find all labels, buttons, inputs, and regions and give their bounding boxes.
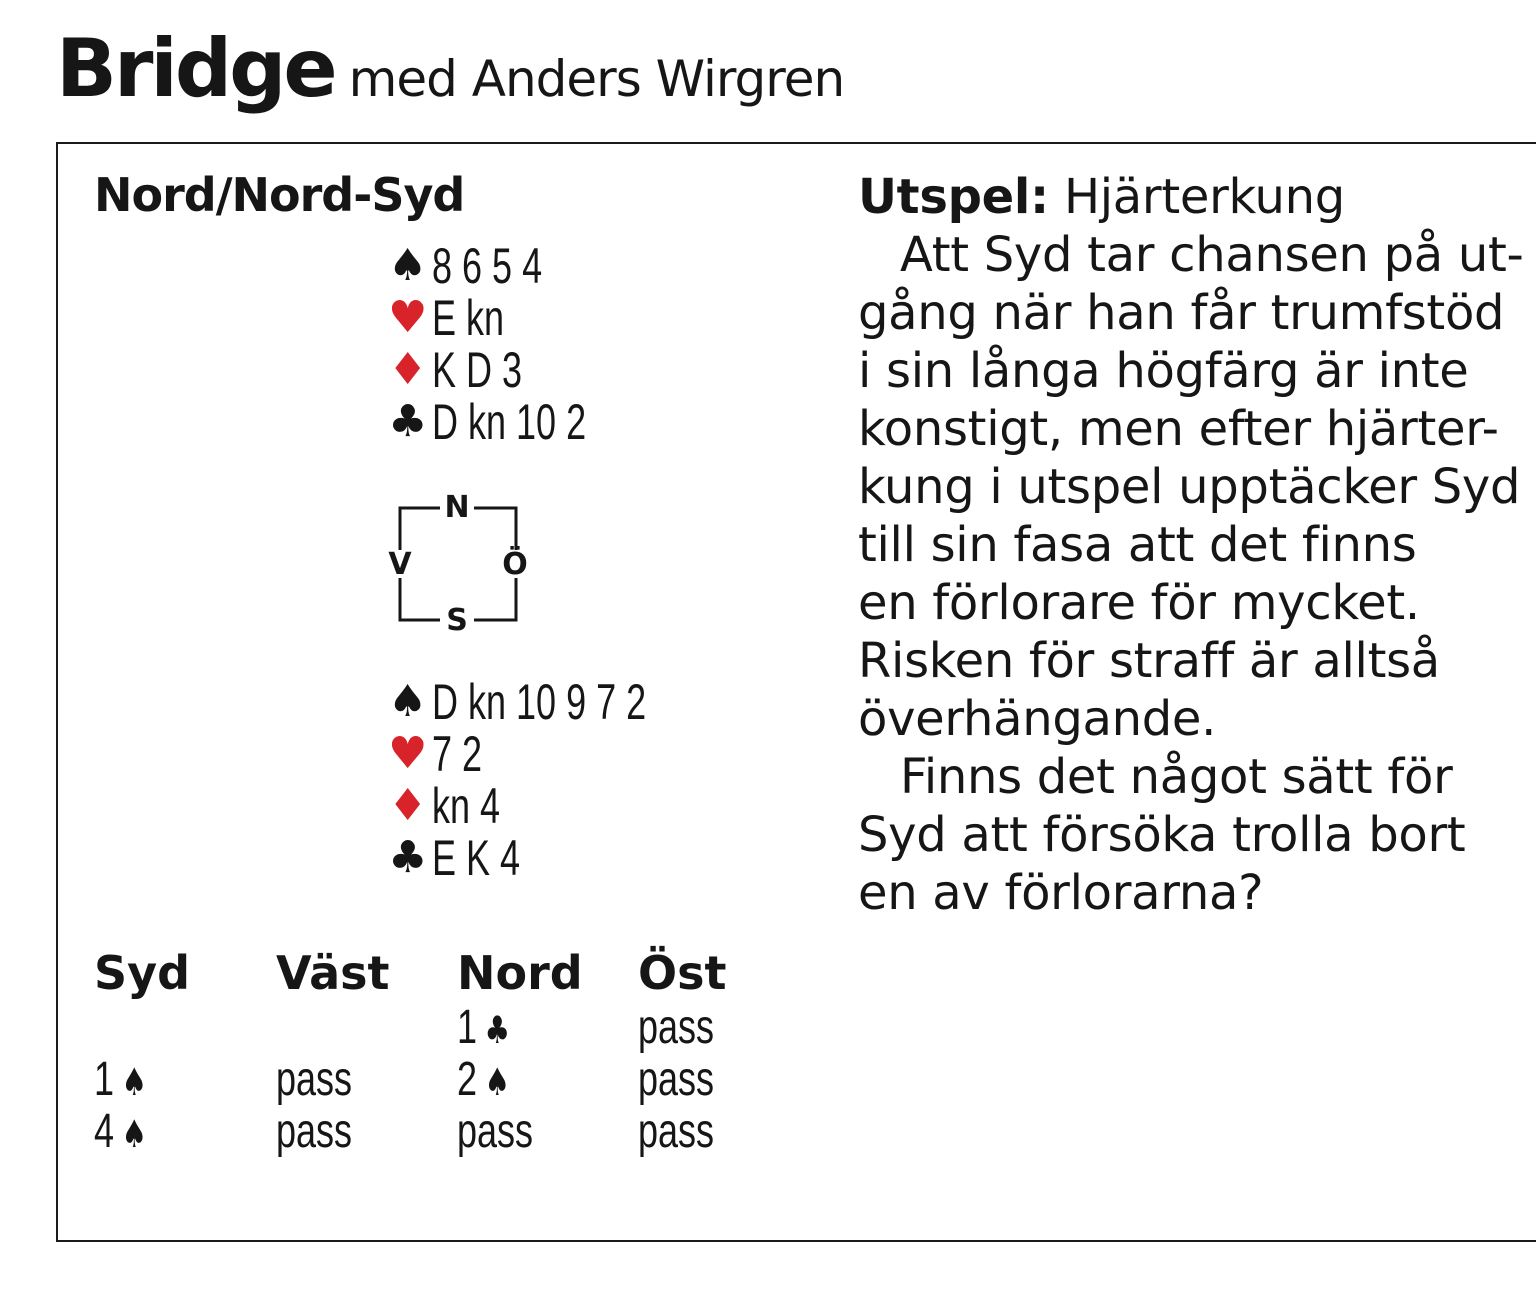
compass-frame-top-right — [474, 508, 516, 550]
compass-frame-bottom-right — [474, 578, 516, 620]
south-hearts-cards: 7 2 — [432, 726, 483, 782]
heart-icon: ♥ — [388, 292, 428, 343]
compass-frame-top-left — [400, 508, 440, 550]
club-icon: ♣ — [388, 396, 428, 447]
compass-diagram — [388, 490, 528, 635]
article-line: överhängande. — [858, 691, 1217, 747]
compass-north: N — [444, 490, 470, 525]
bid-value: pass — [638, 1053, 715, 1106]
south-spades-cards: D kn 10 9 7 2 — [432, 674, 647, 730]
bid-cell — [457, 1002, 510, 1054]
compass-east: Ö — [502, 547, 528, 582]
bid-value: pass — [638, 1105, 715, 1158]
lead-card: Hjärterkung — [1063, 169, 1345, 225]
north-clubs-cards: D kn 10 2 — [432, 394, 587, 450]
article-line: Syd att försöka trolla bort — [858, 807, 1466, 863]
bidding-header-syd: Syd — [94, 946, 191, 1000]
compass-south: S — [446, 603, 468, 635]
compass-frame-bottom-left — [400, 578, 440, 620]
north-clubs-row — [388, 396, 808, 448]
article-line: gång när han får trumfstöd — [858, 285, 1505, 341]
south-hearts-row — [388, 728, 808, 780]
spade-icon: ♠ — [388, 240, 428, 291]
bidding-header-ost: Öst — [638, 946, 727, 1000]
south-spades-row — [388, 676, 808, 728]
article-body — [858, 226, 1536, 922]
article-line: i sin långa högfärg är inte — [858, 343, 1469, 399]
bid-cell — [638, 1002, 714, 1054]
south-clubs-cards: E K 4 — [432, 830, 521, 886]
bidding-header-vast: Väst — [276, 946, 390, 1000]
dealer-vulnerability-label: Nord/Nord-Syd — [94, 168, 465, 222]
bid-cell — [94, 1054, 147, 1106]
lead-heading — [858, 168, 1536, 226]
bid-cell — [638, 1054, 714, 1106]
north-spades-cards: 8 6 5 4 — [432, 238, 543, 294]
bid-cell — [457, 1106, 533, 1158]
spade-icon: ♠ — [121, 1112, 148, 1156]
bid-value: pass — [276, 1053, 353, 1106]
south-clubs-row — [388, 832, 808, 884]
club-icon: ♣ — [388, 832, 428, 883]
north-spades-row — [388, 240, 808, 292]
lead-article — [858, 168, 1536, 922]
bid-value: 2 — [457, 1053, 478, 1106]
article-line: till sin fasa att det finns — [858, 517, 1417, 573]
author-byline: med Anders Wirgren — [348, 50, 845, 108]
bid-cell — [94, 1106, 147, 1158]
bid-value: 4 — [94, 1105, 115, 1158]
bid-cell — [457, 1054, 510, 1106]
bid-value: 1 — [94, 1053, 115, 1106]
north-hearts-row — [388, 292, 808, 344]
bid-value: pass — [638, 1001, 715, 1054]
page-title: Bridge — [56, 22, 335, 115]
north-hearts-cards: E kn — [432, 290, 505, 346]
article-line: konstigt, men efter hjärter- — [858, 401, 1499, 457]
south-diamonds-row — [388, 780, 808, 832]
article-line: kung i utspel upptäcker Syd — [858, 459, 1521, 515]
article-line: Risken för straff är alltså — [858, 633, 1440, 689]
north-hand — [388, 240, 808, 448]
bid-value: 1 — [457, 1001, 478, 1054]
north-diamonds-cards: K D 3 — [432, 342, 523, 398]
bid-cell — [276, 1106, 352, 1158]
heart-icon: ♥ — [388, 728, 428, 779]
article-line: Finns det något sätt för — [900, 749, 1453, 805]
diamond-icon: ♦ — [388, 780, 428, 831]
article-line: en förlorare för mycket. — [858, 575, 1420, 631]
south-diamonds-cards: kn 4 — [432, 778, 501, 834]
north-diamonds-row — [388, 344, 808, 396]
diamond-icon: ♦ — [388, 344, 428, 395]
compass-west: V — [388, 547, 412, 582]
bid-cell — [276, 1054, 352, 1106]
page-header — [56, 22, 844, 115]
bid-value: pass — [276, 1105, 353, 1158]
bidding-header-nord: Nord — [457, 946, 583, 1000]
south-hand — [388, 676, 808, 884]
bid-cell — [638, 1106, 714, 1158]
article-line: en av förlorarna? — [858, 865, 1264, 921]
article-line: Att Syd tar chansen på ut- — [900, 227, 1524, 283]
bid-value: pass — [457, 1105, 534, 1158]
spade-icon: ♠ — [388, 676, 428, 727]
spade-icon: ♠ — [121, 1060, 148, 1104]
club-icon: ♣ — [484, 1008, 511, 1052]
lead-label: Utspel: — [858, 169, 1049, 225]
spade-icon: ♠ — [484, 1060, 511, 1104]
